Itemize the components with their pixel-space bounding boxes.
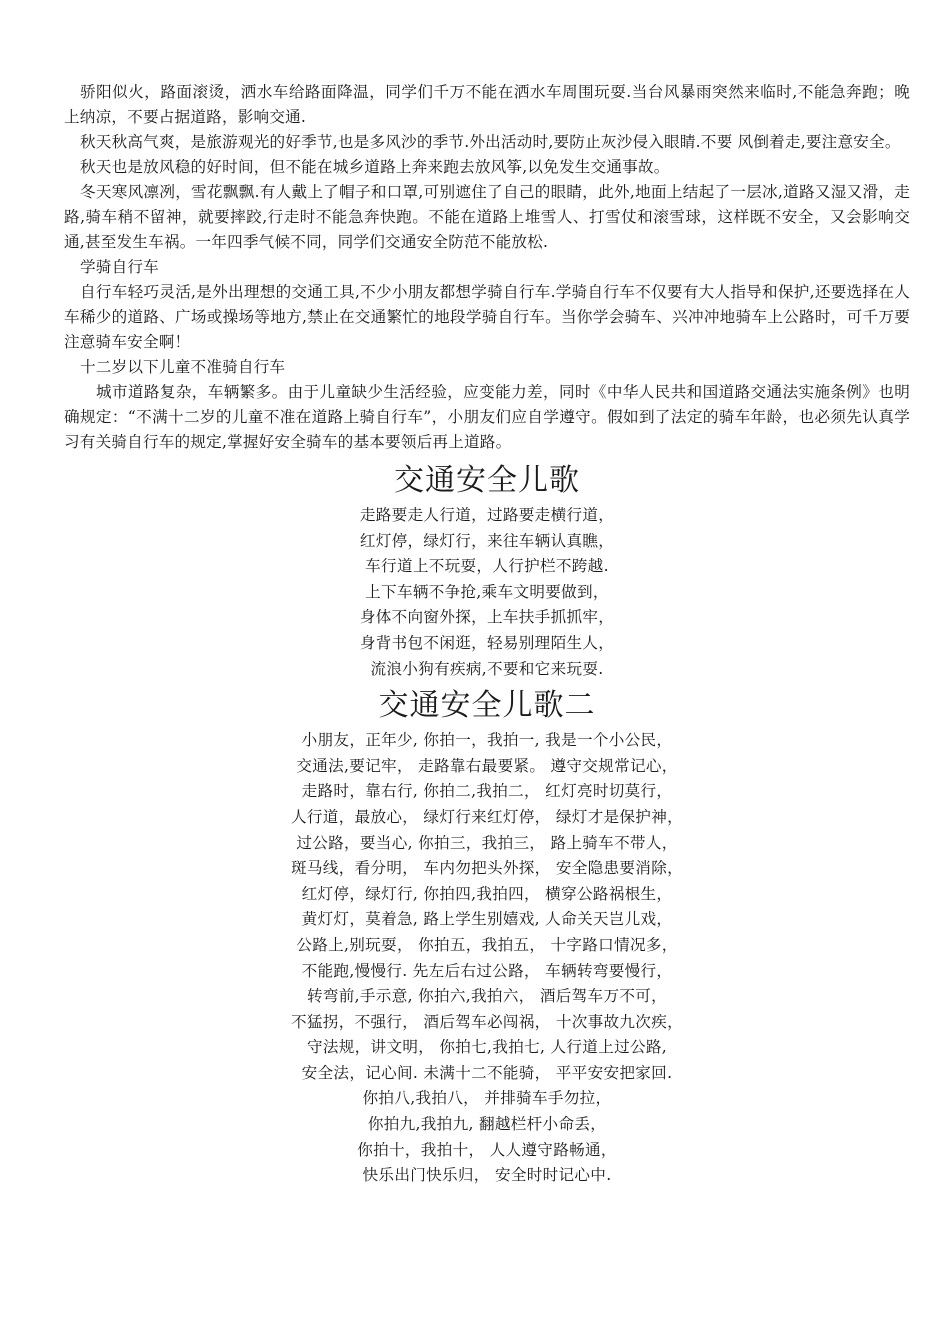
song-line: 走路时，靠右行, 你拍二,我拍二， 红灯亮时切莫行，	[301, 782, 673, 801]
heading-learn-bicycle: 学骑自行车	[80, 258, 159, 276]
song-line: 交通法,要记牢， 走路靠右最要紧。 遵守交规常记心，	[296, 756, 678, 775]
song-line: 身体不向窗外探，上车扶手抓抓牢，	[359, 608, 615, 627]
paragraph-autumn-sand: 秋天秋高气爽，是旅游观光的好季节,也是多风沙的季节.外出活动时,要防止灰沙侵入眼睛.不要 风倒着走,要注意安全。	[80, 133, 901, 151]
heading-under-twelve: 十二岁以下儿童不准骑自行车	[80, 358, 286, 376]
song-two	[64, 686, 910, 1189]
paragraph-summary-heat: 骄阳似火，路面滚烫，洒水车给路面降温，同学们千万不能在洒水车周围玩耍.当台风暴雨突然来临时,不能急奔跑；晚上纳凉，不要占据道路，影响交通.	[64, 83, 910, 126]
song-one-lines	[64, 503, 910, 682]
song-line: 过公路，要当心, 你拍三，我拍三， 路上骑车不带人，	[296, 833, 678, 852]
paragraph-winter: 冬天寒风凛冽，雪花飘飘.有人戴上了帽子和口罩,可别遮住了自己的眼睛，此外,地面上结起了一层冰,道路又湿又滑，走路,骑车稍不留神，就要摔跤,行走时不能急奔快跑。不能在道路上堆雪人、打雪仗和滚雪球，这样既不安全，又会影响交通,甚至发生车祸。一年四季气候不同，同学们交通安全防范不能放松.	[64, 183, 910, 251]
song-line: 身背书包不闲逛，轻易别理陌生人，	[359, 633, 615, 652]
song-two-lines	[64, 728, 910, 1189]
song-line: 安全法，记心间. 未满十二不能骑， 平平安安把家回.	[301, 1063, 673, 1082]
song-line: 人行道，最放心， 绿灯行来红灯停， 绿灯才是保护神，	[291, 807, 683, 826]
song-two-title: 交通安全儿歌二	[378, 688, 596, 724]
song-line: 你拍八,我拍八， 并排骑车手勿拉，	[362, 1089, 612, 1108]
paragraph-under-twelve: 城市道路复杂，车辆繁多。由于儿童缺少生活经验，应变能力差，同时《中华人民共和国道路交通法实施条例》也明确规定：“不满十二岁的儿童不准在道路上骑自行车”，小朋友们应自学遵守。假如到了法定的骑车年龄，也必须先认真学习有关骑自行车的规定,掌握好安全骑车的基本要领后再上道路。	[64, 383, 910, 451]
song-line: 斑马线，看分明， 车内勿把头外探， 安全隐患要消除，	[291, 859, 683, 878]
song-line: 小朋友，正年少, 你拍一，我拍一, 我是一个小公民，	[301, 731, 673, 750]
song-line: 红灯停，绿灯行, 你拍四,我拍四， 横穿公路祸根生，	[301, 884, 673, 903]
song-line: 不能跑,慢慢行. 先左后右过公路， 车辆转弯要慢行，	[301, 961, 673, 980]
document-page	[64, 80, 910, 1189]
song-one	[64, 461, 910, 682]
song-line: 红灯停，绿灯行，来往车辆认真瞧，	[359, 531, 615, 550]
song-line: 你拍十，我拍十， 人人遵守路畅通，	[357, 1140, 617, 1159]
song-line: 守法规，讲文明， 你拍七,我拍七, 人行道上过公路,	[306, 1038, 668, 1057]
paragraph-learn-bicycle: 自行车轻巧灵活,是外出理想的交通工具,不少小朋友都想学骑自行车.学骑自行车不仅要有大人指导和保护,还要选择在人车稀少的道路、广场或操场等地方,禁止在交通繁忙的地段学骑自行车。当你学会骑车、兴冲冲地骑车上公路时，可千万要注意骑车安全啊！	[64, 283, 910, 351]
song-line: 不猛拐，不强行， 酒后驾车必闯祸， 十次事故九次疾，	[291, 1012, 683, 1031]
song-line: 走路要走人行道，过路要走横行道，	[359, 506, 615, 524]
song-line: 快乐出门快乐归， 安全时时记心中.	[362, 1166, 612, 1185]
song-one-title: 交通安全儿歌	[394, 463, 580, 498]
song-line: 转弯前,手示意, 你拍六,我拍六， 酒后驾车万不可，	[306, 987, 668, 1006]
song-line: 流浪小狗有疾病,不要和它来玩耍.	[370, 659, 604, 678]
song-line: 公路上,别玩耍， 你拍五，我拍五， 十字路口情况多，	[296, 935, 678, 954]
song-line: 你拍九,我拍九, 翻越栏杆小命丢，	[367, 1115, 607, 1134]
prose-section	[64, 80, 910, 455]
song-line: 车行道上不玩耍，人行护栏不跨越.	[365, 557, 609, 576]
song-line: 黄灯灯，莫着急, 路上学生别嬉戏, 人命关天岂儿戏，	[301, 910, 673, 929]
song-line: 上下车辆不争抢,乘车文明要做到，	[365, 582, 609, 601]
paragraph-autumn-kite: 秋天也是放风稳的好时间，但不能在城乡道路上奔来跑去放风筝,以免发生交通事故。	[80, 158, 670, 176]
